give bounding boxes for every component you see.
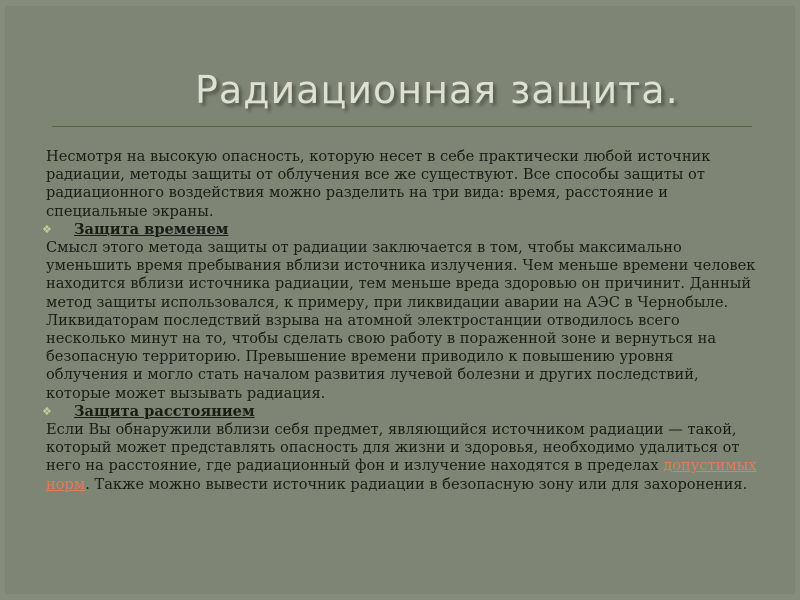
- title-divider: [52, 126, 752, 127]
- section-heading-time: [42, 220, 758, 239]
- diamond-bullet-icon: ❖: [42, 222, 52, 236]
- intro-paragraph: Несмотря на высокую опасность, которую несет в себе практически любой источник радиации, методы защиты от облучения все же существуют. Все способы защиты от радиационного воздействия можно разделить на три вида: время, расстояние и специальные экраны.: [46, 148, 711, 220]
- section-body-distance-text-after: . Также можно вывести источник радиации в безопасную зону или для захоронения.: [85, 475, 748, 493]
- section-body-time: Смысл этого метода защиты от радиации заключается в том, чтобы максимально уменьшить время пребывания вблизи источника излучения. Чем меньше времени человек находится вблизи источника радиации, тем меньше вреда здоровью он причинит. Данный метод защиты использовался, к примеру, при ликвидации аварии на АЭС в Чернобыле. Ликвидаторам последствий взрыва на атомной электростанции отводилось всего несколько минут на то, чтобы сделать свою работу в пораженной зоне и вернуться на безопасную территорию. Превышение времени приводило к повышению уровня облучения и могло стать началом развития лучевой болезни и других последствий, которые может вызывать радиация.: [46, 239, 756, 402]
- section-body-distance: [46, 421, 758, 494]
- section-heading-time-label: Защита временем: [74, 220, 229, 238]
- section-heading-distance: [42, 402, 758, 421]
- slide-title: Радиационная защита.: [195, 68, 679, 112]
- permissible-norms-link[interactable]: допустимых норм: [46, 457, 757, 493]
- section-body-distance-text-before: Если Вы обнаружили вблизи себя предмет, являющийся источником радиации — такой, который может представлять опасность для жизни и здоровья, необходимо удалиться от него на расстояние, где радиационный фон и излучение находятся в пределах: [46, 421, 740, 475]
- section-heading-distance-label: Защита расстоянием: [74, 402, 255, 420]
- slide-content: [42, 148, 758, 494]
- diamond-bullet-icon: ❖: [42, 404, 52, 418]
